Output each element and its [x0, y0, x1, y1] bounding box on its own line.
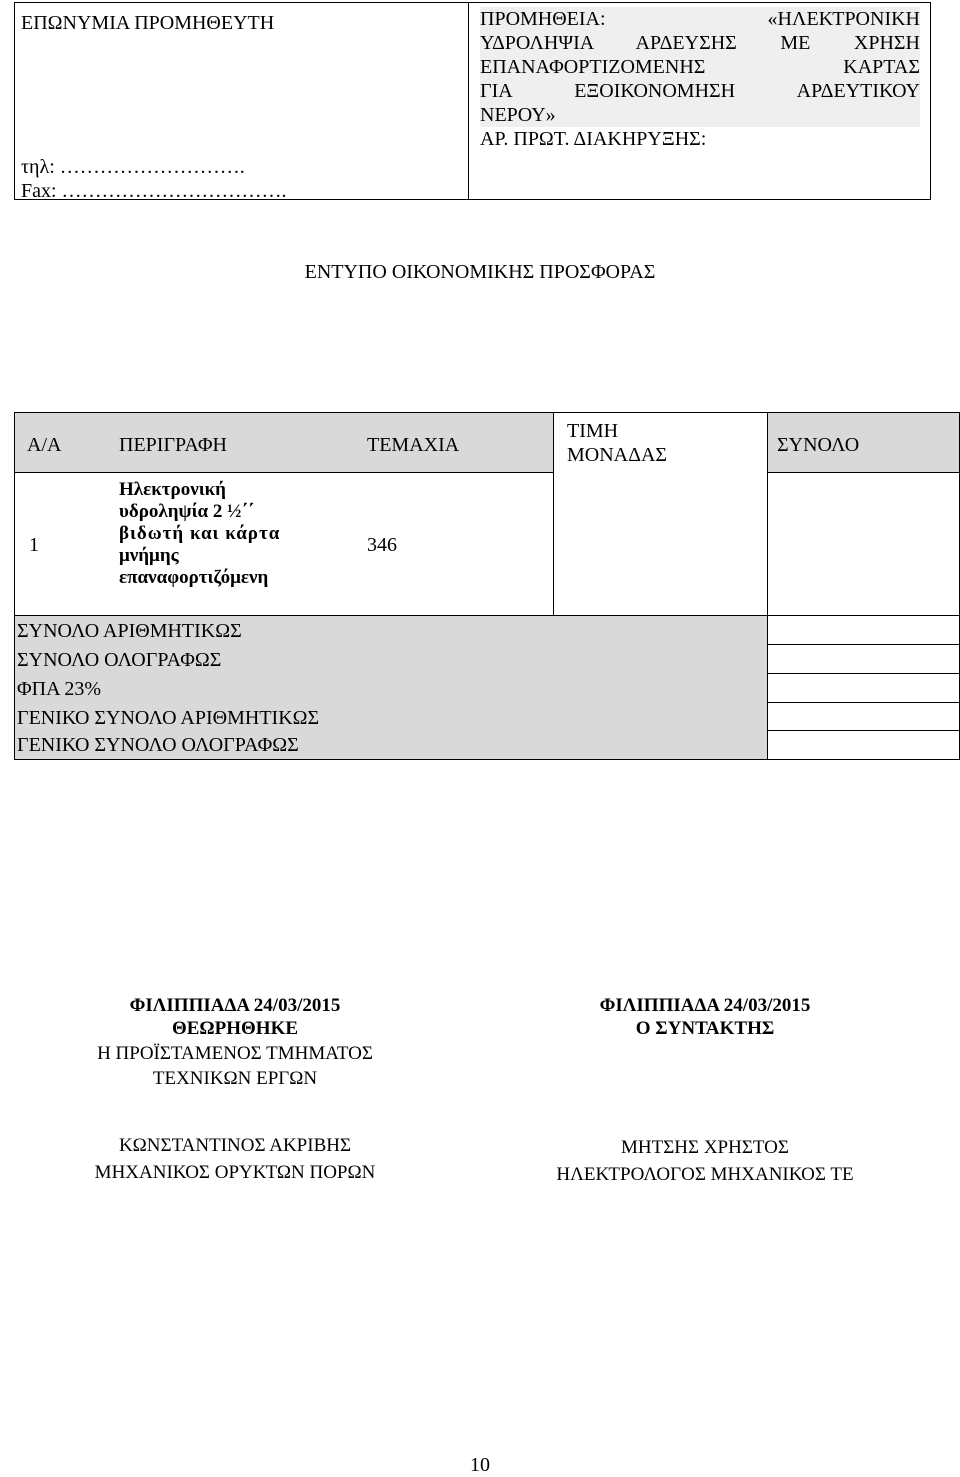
right-place-date: ΦΙΛΙΠΠΙΑΔΑ 24/03/2015 — [599, 995, 811, 1016]
spacer — [500, 1042, 910, 1094]
col-divider — [767, 413, 768, 759]
header-box — [14, 2, 931, 200]
summary-label: ΓΕΝΙΚΟ ΣΥΝΟΛΟ ΟΛΟΓΡΑΦΩΣ — [17, 734, 299, 756]
left-place-date: ΦΙΛΙΠΠΙΑΔΑ 24/03/2015 — [129, 995, 341, 1016]
summary-label: ΣΥΝΟΛΟ ΟΛΟΓΡΑΦΩΣ — [17, 649, 222, 671]
row-divider — [767, 472, 959, 473]
right-name: ΜΗΤΣΗΣ ΧΡΗΣΤΟΣ — [621, 1137, 789, 1158]
description-line: βιδωτή και κάρτα — [119, 523, 281, 544]
summary-label: ΓΕΝΙΚΟ ΣΥΝΟΛΟ ΑΡΙΘΜΗΤΙΚΩΣ — [17, 707, 320, 729]
row-divider — [15, 615, 959, 616]
row-divider — [767, 730, 959, 731]
form-title: ΕΝΤΥΠΟ ΟΙΚΟΝΟΜΙΚΗΣ ΠΡΟΣΦΟΡΑΣ — [304, 261, 656, 283]
right-title: ΗΛΕΚΤΡΟΛΟΓΟΣ ΜΗΧΑΝΙΚΟΣ ΤΕ — [556, 1164, 854, 1185]
description-line: Ηλεκτρονική — [119, 479, 226, 500]
row-divider — [15, 472, 553, 473]
tel-label: τηλ: ………………………. — [21, 156, 245, 178]
project-info — [480, 7, 920, 151]
description-line: επαναφορτιζόμενη — [119, 567, 269, 588]
right-role: Ο ΣΥΝΤΑΚΤΗΣ — [635, 1018, 775, 1039]
project-line: ΓΙΑ ΕΞΟΙΚΟΝΟΜΗΣΗ ΑΡΔΕΥΤΙΚΟΥ — [480, 80, 920, 102]
left-role: ΤΕΧΝΙΚΩΝ ΕΡΓΩΝ — [152, 1068, 318, 1089]
description-line-justified — [119, 501, 344, 523]
header-divider — [468, 3, 469, 199]
offer-table — [14, 412, 960, 760]
protocol-label: ΑΡ. ΠΡΩΤ. ΔΙΑΚΗΡΥΞΗΣ: — [480, 128, 707, 150]
row-divider — [767, 673, 959, 674]
left-role: ΘΕΩΡΗΘΗΚΕ — [171, 1018, 299, 1039]
header-unit-price: ΤΙΜΗ ΜΟΝΑΔΑΣ — [567, 420, 668, 466]
header-description: ΠΕΡΙΓΡΑΦΗ — [119, 434, 227, 456]
row-divider — [767, 702, 959, 703]
page-number: 10 — [470, 1454, 490, 1476]
supplier-name-label: ΕΠΩΝΥΜΙΑ ΠΡΟΜΗΘΕΥΤΗ — [21, 12, 275, 34]
project-line: ΕΠΑΝΑΦΟΡΤΙΖΟΜΕΝΗΣ ΚΑΡΤΑΣ — [480, 56, 920, 78]
description-line: μνήμης — [119, 545, 179, 566]
row-divider — [767, 644, 959, 645]
summary-label: ΦΠΑ 23% — [17, 678, 102, 700]
left-title: ΜΗΧΑΝΙΚΟΣ ΟΡΥΚΤΩΝ ΠΟΡΩΝ — [94, 1162, 376, 1183]
col-divider — [553, 413, 554, 615]
description-line: υδροληψία 2 ½΄΄ — [119, 501, 254, 522]
header-total: ΣΥΝΟΛΟ — [777, 434, 860, 456]
row-quantity: 346 — [367, 534, 397, 556]
signature-right — [500, 992, 910, 1188]
left-name: ΚΩΝΣΤΑΝΤΙΝΟΣ ΑΚΡΙΒΗΣ — [118, 1135, 352, 1156]
header-quantity: ΤΕΜΑΧΙΑ — [367, 434, 460, 456]
fax-label: Fax: ……………………………. — [21, 180, 287, 202]
project-line: ΥΔΡΟΛΗΨΙΑ ΑΡΔΕΥΣΗΣ ΜΕ ΧΡΗΣΗ — [480, 32, 920, 54]
header-aa: Α/Α — [27, 434, 62, 456]
summary-label: ΣΥΝΟΛΟ ΑΡΙΘΜΗΤΙΚΩΣ — [17, 620, 242, 642]
left-role: Η ΠΡΟΪΣΤΑΜΕΝΟΣ ΤΜΗΜΑΤΟΣ — [97, 1043, 373, 1064]
row-description — [119, 479, 347, 589]
row-aa: 1 — [29, 534, 39, 556]
project-line: ΝΕΡΟΥ» — [480, 103, 920, 127]
header-row-bg — [15, 413, 553, 472]
signature-left — [30, 992, 440, 1186]
project-line: ΠΡΟΜΗΘΕΙΑ: «ΗΛΕΚΤΡΟΝΙΚΗ — [480, 8, 920, 30]
